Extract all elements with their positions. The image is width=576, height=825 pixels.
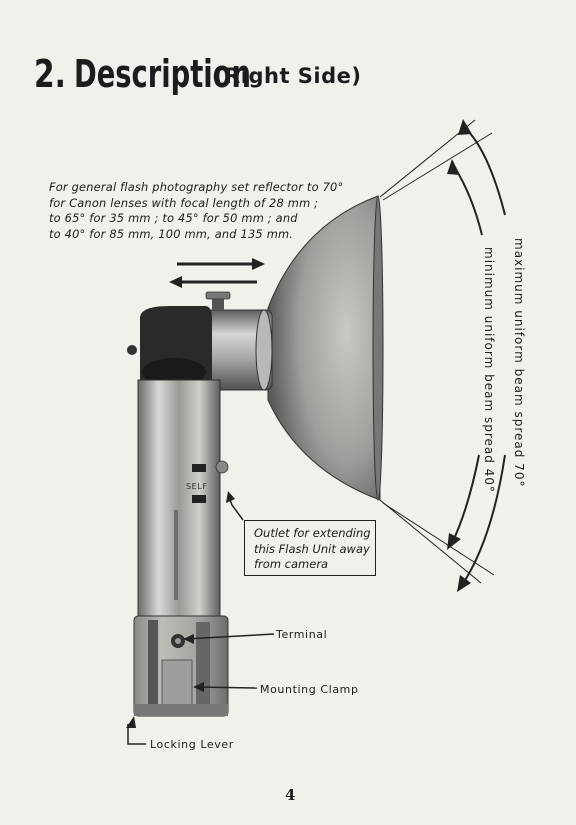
- mounting-clamp: [134, 616, 228, 716]
- minimum-spread-arc: [447, 159, 482, 550]
- flash-head: [127, 306, 212, 392]
- section-title: Description: [74, 52, 251, 96]
- locking-lever-label: Locking Lever: [150, 738, 234, 751]
- outlet-line: Outlet for extending: [254, 526, 371, 540]
- outlet-line: from camera: [254, 557, 329, 571]
- intro-line: for Canon lenses with focal length of 28 mm ;: [49, 195, 319, 210]
- section-number: 2.: [34, 52, 66, 96]
- terminal-label: Terminal: [276, 628, 328, 641]
- outlet-line: this Flash Unit away: [254, 541, 370, 556]
- beam-spread-lines: [380, 120, 494, 583]
- maximum-spread-arc: [457, 119, 505, 592]
- outlet-callout-box: [244, 520, 376, 576]
- intro-line: to 40° for 85 mm, 100 mm, and 135 mm.: [49, 226, 294, 241]
- battery-body: [138, 380, 228, 620]
- reflector-bowl: [268, 196, 383, 500]
- minimum-beam-label: minimum uniform beam spread 40°: [482, 247, 496, 493]
- self-timer-label: SELF: [186, 482, 208, 491]
- mounting-clamp-label: Mounting Clamp: [260, 683, 359, 696]
- intro-line: For general flash photography set reflector to 70°: [49, 180, 344, 194]
- maximum-beam-label: maximum uniform beam spread 70°: [512, 238, 526, 488]
- section-subtitle: (Right Side): [214, 64, 362, 88]
- intro-line: to 65° for 35 mm ; to 45° for 50 mm ; and: [49, 211, 298, 226]
- slide-direction-arrows: [169, 258, 265, 288]
- page-number: 4: [285, 786, 296, 804]
